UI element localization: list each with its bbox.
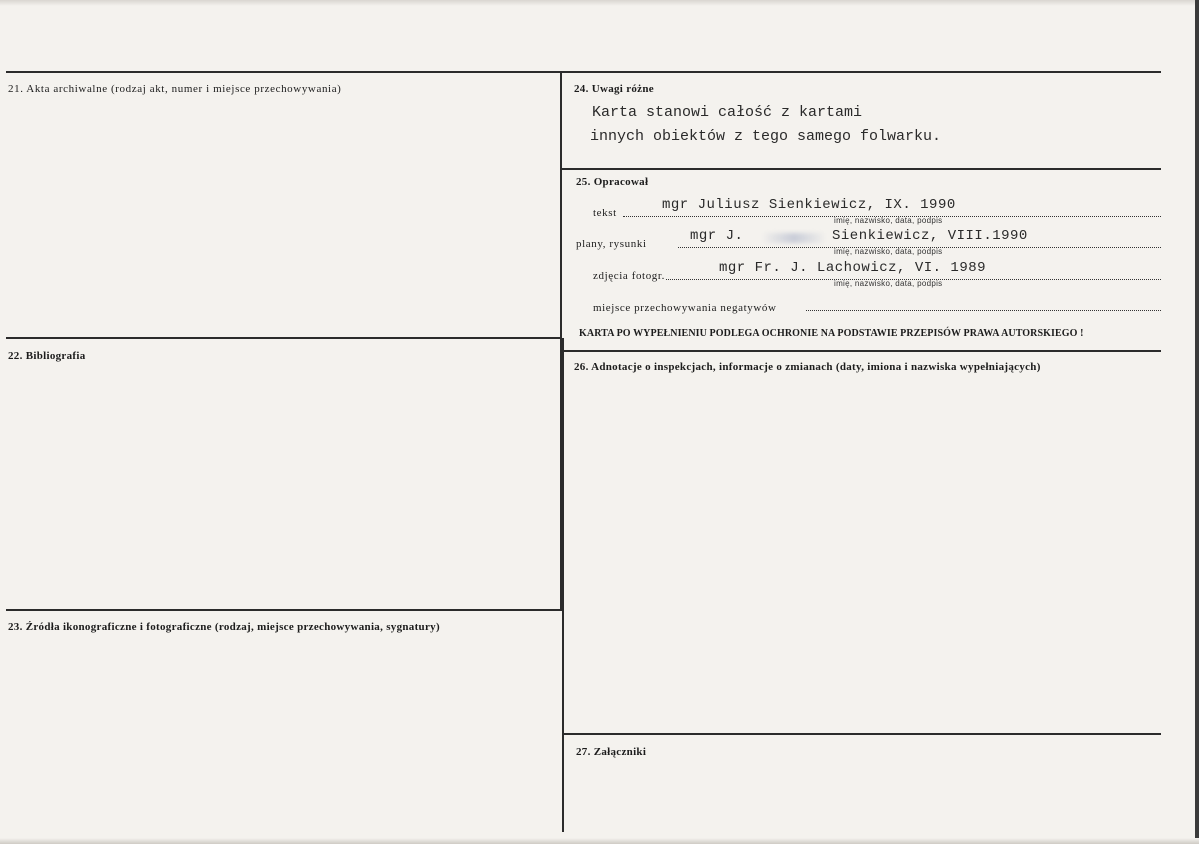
plany-value-second: Sienkiewicz, VIII.1990	[832, 228, 1028, 244]
tekst-label: tekst	[593, 207, 617, 219]
tekst-sublabel: imię, nazwisko, data, podpis	[834, 216, 943, 225]
section-25-label: 25. Opracował	[576, 176, 649, 188]
page-edge-right	[1195, 0, 1199, 844]
plany-label: plany, rysunki	[576, 238, 647, 250]
section-24-label: 24. Uwagi różne	[574, 83, 654, 95]
rule-26-27	[564, 733, 1161, 735]
negatywy-dotted-line	[806, 310, 1161, 311]
copyright-notice: KARTA PO WYPEŁNIENIU PODLEGA OCHRONIE NA PODSTAWIE PRZEPISÓW PRAWA AUTORSKIEGO !	[579, 328, 1084, 339]
section-27-label: 27. Załączniki	[576, 746, 647, 758]
section-21-label: 21. Akta archiwalne (rodzaj akt, numer i miejsce przechowywania)	[8, 83, 342, 95]
negatywy-label: miejsce przechowywania negatywów	[593, 302, 777, 314]
zdjecia-sublabel: imię, nazwisko, data, podpis	[834, 279, 943, 288]
zdjecia-label: zdjęcia fotogr.	[593, 270, 665, 282]
page-edge-bottom	[0, 838, 1199, 844]
rule-24-25	[562, 168, 1161, 170]
rule-25-26	[562, 350, 1161, 352]
rule-22-23	[6, 609, 562, 611]
top-rule	[6, 71, 1161, 73]
page-edge-top	[0, 0, 1199, 6]
rule-21-22	[6, 337, 562, 339]
tekst-value: mgr Juliusz Sienkiewicz, IX. 1990	[662, 197, 956, 213]
plany-sublabel: imię, nazwisko, data, podpis	[834, 247, 943, 256]
section-26-label: 26. Adnotacje o inspekcjach, informacje o zmianach (daty, imiona i nazwiska wypełniających)	[574, 361, 1041, 373]
section-22-label: 22. Bibliografia	[8, 350, 86, 362]
plany-value-first: mgr J.	[690, 228, 744, 244]
section-24-text-line1: Karta stanowi całość z kartami	[592, 104, 863, 121]
section-23-label: 23. Źródła ikonograficzne i fotograficzne (rodzaj, miejsce przechowywania, sygnatury)	[8, 621, 440, 633]
center-divider-lower	[562, 338, 564, 832]
redacted-name-mark	[764, 233, 824, 243]
section-24-text-line2: innych obiektów z tego samego folwarku.	[590, 128, 942, 145]
zdjecia-value: mgr Fr. J. Lachowicz, VI. 1989	[719, 260, 987, 276]
